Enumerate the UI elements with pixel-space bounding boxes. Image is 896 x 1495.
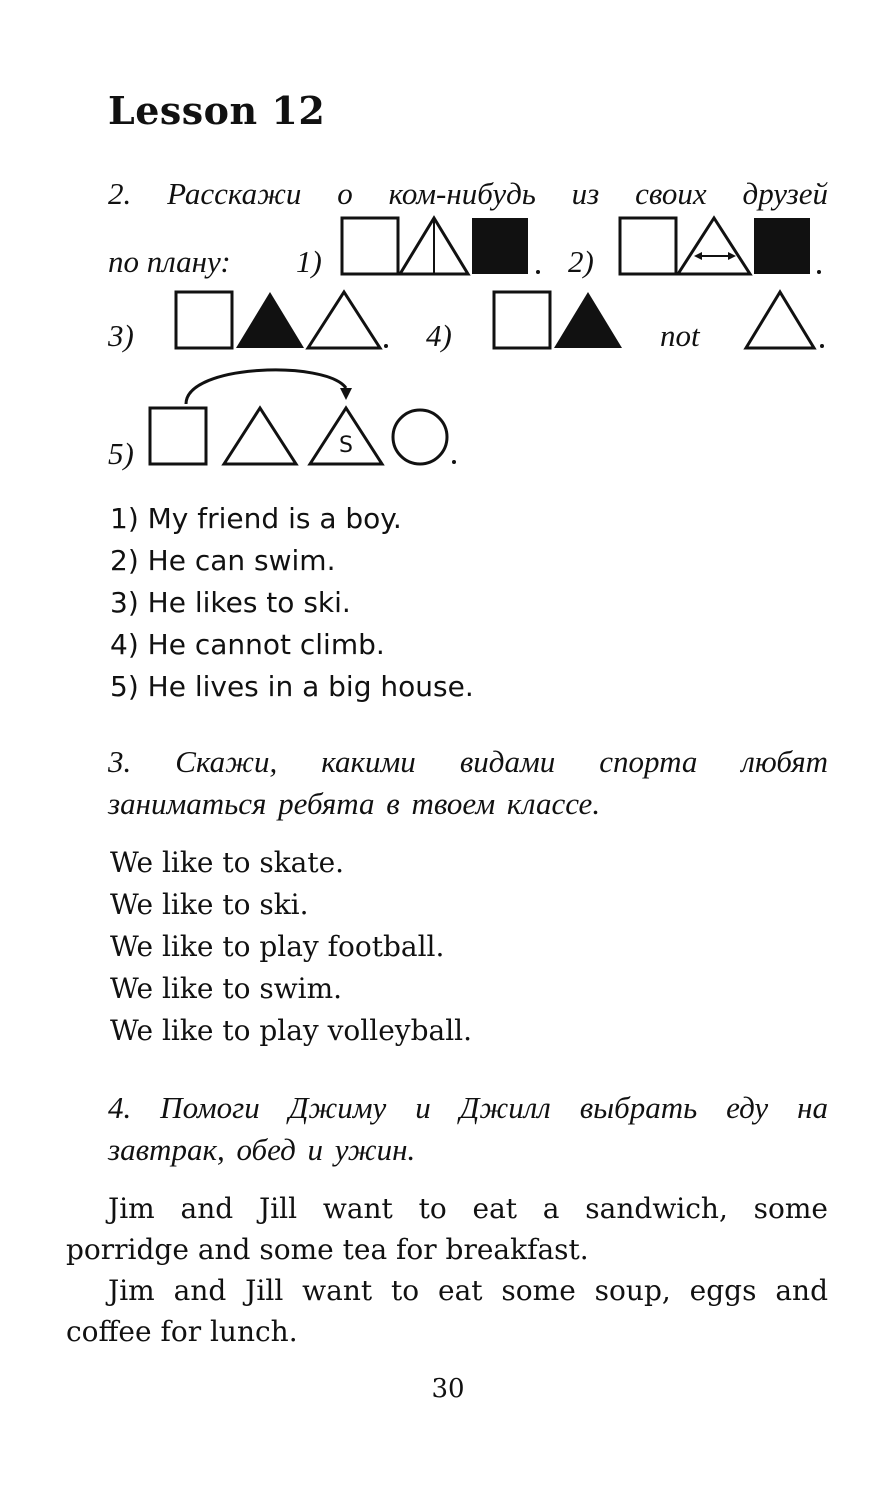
paragraph-line: coffee for lunch. (66, 1315, 298, 1348)
task2-answers (110, 498, 474, 708)
answer-line: We like to play football. (110, 930, 445, 963)
triangle-icon (746, 292, 814, 348)
answer-line: We like to skate. (110, 846, 345, 879)
square-icon (150, 408, 206, 464)
answer-line: 5) He lives in a big house. (110, 670, 474, 703)
circle-icon (393, 410, 447, 464)
plan-number-5: 5) (108, 436, 134, 471)
task2-plan-label: по плану: (108, 244, 231, 279)
task4-paragraph-1 (66, 1188, 828, 1270)
answer-line: 2) He can swim. (110, 544, 336, 577)
filled-triangle-icon (236, 292, 304, 348)
paragraph-line: Jim and Jill want to eat some soup, eggs and (108, 1274, 828, 1307)
answer-line: We like to ski. (110, 888, 309, 921)
task3-heading-line1: 3. Скажи, какими видами спорта любят (108, 744, 828, 779)
answer-line: We like to swim. (110, 972, 343, 1005)
plan-symbols-4-not (744, 290, 828, 352)
triangle-icon (224, 408, 296, 464)
plan-symbols-1 (340, 216, 540, 278)
filled-square-icon (754, 218, 810, 274)
plan-number-1: 1) (296, 244, 322, 279)
task4-heading-line2: завтрак, обед и ужин. (108, 1132, 416, 1167)
answer-line: 4) He cannot climb. (110, 628, 385, 661)
task3-answers (110, 842, 472, 1052)
plan-number-2: 2) (568, 244, 594, 279)
answer-line: 3) He likes to ski. (110, 586, 351, 619)
plan-symbols-2 (618, 216, 828, 278)
plan-symbols-4 (492, 290, 632, 352)
plan-symbols-5 (146, 362, 466, 472)
plan-number-3: 3) (108, 318, 134, 353)
square-icon (620, 218, 676, 274)
paragraph-line: Jim and Jill want to eat a sandwich, some (108, 1192, 828, 1225)
filled-square-icon (472, 218, 528, 274)
task3-heading-line2: заниматься ребята в твоем классе. (108, 786, 601, 821)
task4-paragraph-2 (66, 1270, 828, 1352)
answer-line: 1) My friend is a boy. (110, 502, 402, 535)
square-icon (176, 292, 232, 348)
plan-number-4: 4) (426, 318, 452, 353)
paragraph-line: porridge and some tea for breakfast. (66, 1233, 589, 1266)
arrow-icon (186, 370, 346, 404)
filled-triangle-icon (554, 292, 622, 348)
triangle-icon (678, 218, 750, 274)
task4-heading-line1: 4. Помоги Джиму и Джилл выбрать еду на (108, 1090, 828, 1125)
task2-heading-line1: 2. Расскажи о ком-нибудь из своих друзей (108, 176, 828, 211)
triangle-icon (308, 292, 380, 348)
not-label: not (660, 318, 700, 353)
square-icon (494, 292, 550, 348)
lesson-title: Lesson 12 (108, 88, 326, 133)
page-number: 30 (431, 1374, 465, 1404)
s-letter: S (339, 433, 353, 458)
plan-symbols-3 (174, 290, 389, 352)
answer-line: We like to play volleyball. (110, 1014, 473, 1047)
square-icon (342, 218, 398, 274)
